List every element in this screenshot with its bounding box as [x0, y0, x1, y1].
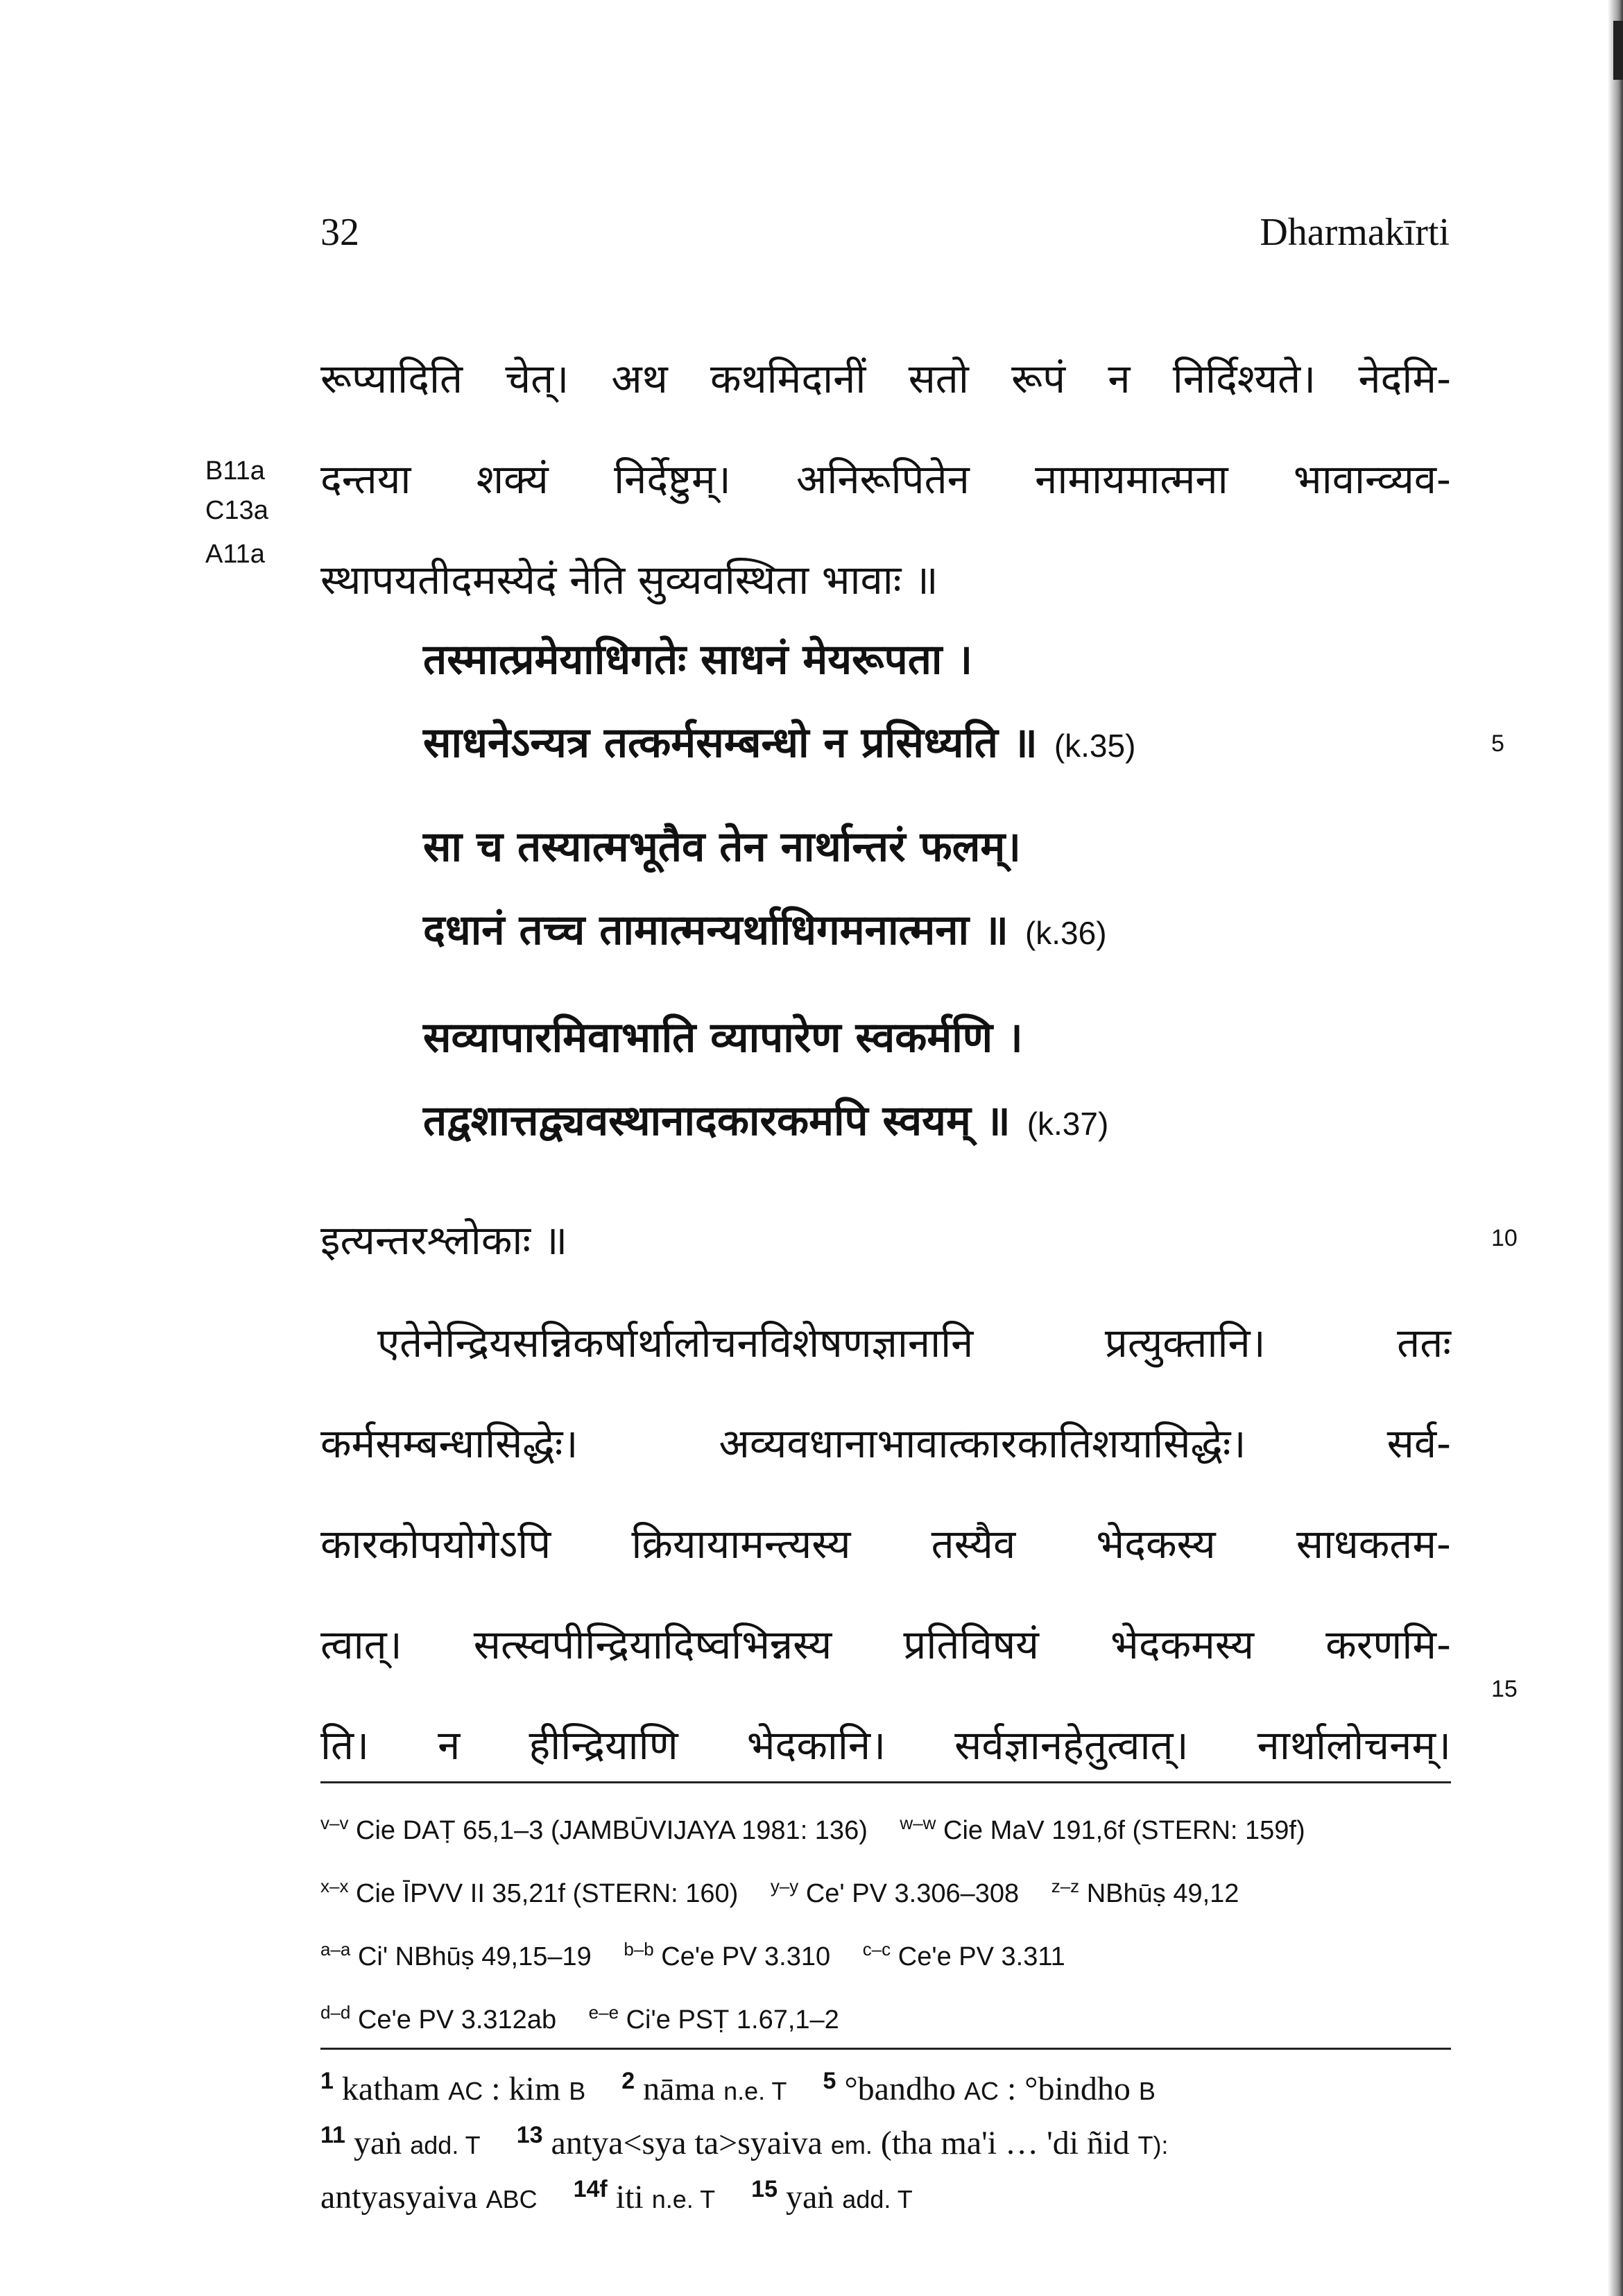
running-title: Dharmakīrti [1260, 211, 1450, 254]
prose-line: कर्मसम्बन्धासिद्धेः। अव्यवधानाभावात्कारकातिशयासिद्धेः। सर्व- [320, 1420, 1451, 1467]
verse-text: सा च तस्यात्मभूतैव तेन नार्थान्तरं फलम्। [423, 823, 1022, 871]
verse-text: साधनेऽन्यत्र तत्कर्मसम्बन्धो न प्रसिध्यति ॥ [423, 719, 1038, 767]
antara-shloka-line: इत्यन्तरश्लोकाः ॥ [320, 1217, 568, 1264]
manuscript-folio-label: B11a [205, 456, 265, 486]
apparatus-rule [320, 1781, 1451, 1783]
variant: $^5$ °bandho AC : °bindho B [823, 2068, 1156, 2107]
testimonium: $^{x-x}$ Cie ĪPVV II 35,21f (STERN: 160) [320, 1876, 739, 1908]
karika-ref: (k.35) [1054, 728, 1136, 764]
verse-text: दधानं तच्च तामात्मन्यर्थाधिगमनात्मना ॥ [423, 906, 1008, 954]
prose-line: कारकोपयोगेऽपि क्रियायामन्त्यस्य तस्यैव भेदकस्य साधकतम- [320, 1520, 1451, 1568]
variant: antyasyaiva ABC [320, 2179, 538, 2216]
testimonium: $^{y-y}$ Ce' PV 3.306–308 [770, 1876, 1020, 1908]
testimonium: $^{z-z}$ NBhūṣ 49,12 [1051, 1876, 1239, 1908]
prose-line: दन्तया शक्यं निर्देष्टुम्। अनिरूपितेन नामायमात्मना भावान्व्यव- [320, 456, 1451, 503]
prose-line: त्वात्। सत्स्वपीन्द्रियादिष्वभिन्नस्य प्रतिविषयं भेदकमस्य करणमि- [320, 1621, 1451, 1668]
testimonium: $^{w-w}$ Cie MaV 191,6f (STERN: 159f) [900, 1813, 1305, 1845]
verse-line [423, 718, 1135, 771]
testimonium: $^{e-e}$ Ci'e PSṬ 1.67,1–2 [588, 2002, 839, 2034]
prose-block-2 [320, 1318, 1451, 1821]
line-number: 10 [1491, 1225, 1518, 1251]
variant: $^{15}$ yaṅ add. T [751, 2176, 913, 2216]
line-number: 5 [1491, 730, 1504, 757]
testimonium: $^{b-b}$ Ce'e PV 3.310 [624, 1939, 831, 1971]
prose-line: ति। न हीन्द्रियाणि भेदकानि। सर्वज्ञानहेतुत्वात्। नार्थालोचनम्। [320, 1722, 1451, 1769]
manuscript-folio-label: C13a [205, 496, 268, 525]
karika-ref: (k.37) [1027, 1106, 1109, 1142]
prose-line: एतेनेन्द्रियसन्निकर्षार्थालोचनविशेषणज्ञानानि प्रत्युक्तानि। ततः [377, 1319, 1451, 1367]
apparatus-rule [320, 2048, 1451, 2050]
testimonium: $^{d-d}$ Ce'e PV 3.312ab [320, 2002, 557, 2034]
variant: $^{13}$ antya<sya ta>syaiva em. (tha ma'i … 'di ñid T): [516, 2122, 1169, 2161]
testimonia-apparatus [320, 1800, 1458, 2053]
page-edge-shadow [1608, 0, 1623, 2296]
verse-text: तद्वशात्तद्व्यवस्थानादकारकमपि स्वयम् ॥ [423, 1097, 1011, 1145]
verse-line [423, 635, 972, 685]
verse-line [423, 905, 1107, 958]
testimonium: $^{c-c}$ Ce'e PV 3.311 [862, 1939, 1065, 1971]
page-edge-tab [1613, 21, 1623, 80]
variant: $^2$ nāma n.e. T [621, 2068, 787, 2107]
variant: $^{11}$ yaṅ add. T [320, 2122, 481, 2161]
variant: $^1$ katham AC : kim B [320, 2068, 586, 2107]
verse-line [423, 1013, 1023, 1063]
karika-ref: (k.36) [1024, 915, 1107, 951]
testimonium: $^{a-a}$ Ci' NBhūṣ 49,15–19 [320, 1939, 592, 1971]
verse-text: तस्मात्प्रमेयाधिगतेः साधनं मेयरूपता । [423, 635, 973, 684]
page-number: 32 [320, 211, 359, 254]
manuscript-folio-label: A11a [205, 540, 265, 569]
testimonium: $^{v-v}$ Cie DAṬ 65,1–3 (JAMBŪVIJAYA 1981: 136) [320, 1813, 868, 1845]
verse-line [423, 1096, 1108, 1149]
prose-line: रूप्यादिति चेत्। अथ कथमिदानीं सतो रूपं न निर्दिश्यते। नेदमि- [320, 355, 1451, 402]
variant: $^{14f}$ iti n.e. T [573, 2176, 716, 2216]
line-number: 15 [1491, 1676, 1518, 1702]
verse-line [423, 822, 1021, 872]
prose-block-1 [320, 354, 1451, 656]
verse-text: सव्यापारमिवाभाति व्यापारेण स्वकर्मणि । [423, 1013, 1023, 1062]
prose-line: स्थापयतीदमस्येदं नेति सुव्यवस्थिता भावाः ॥ [320, 556, 938, 603]
variant-apparatus [320, 2064, 1458, 2226]
